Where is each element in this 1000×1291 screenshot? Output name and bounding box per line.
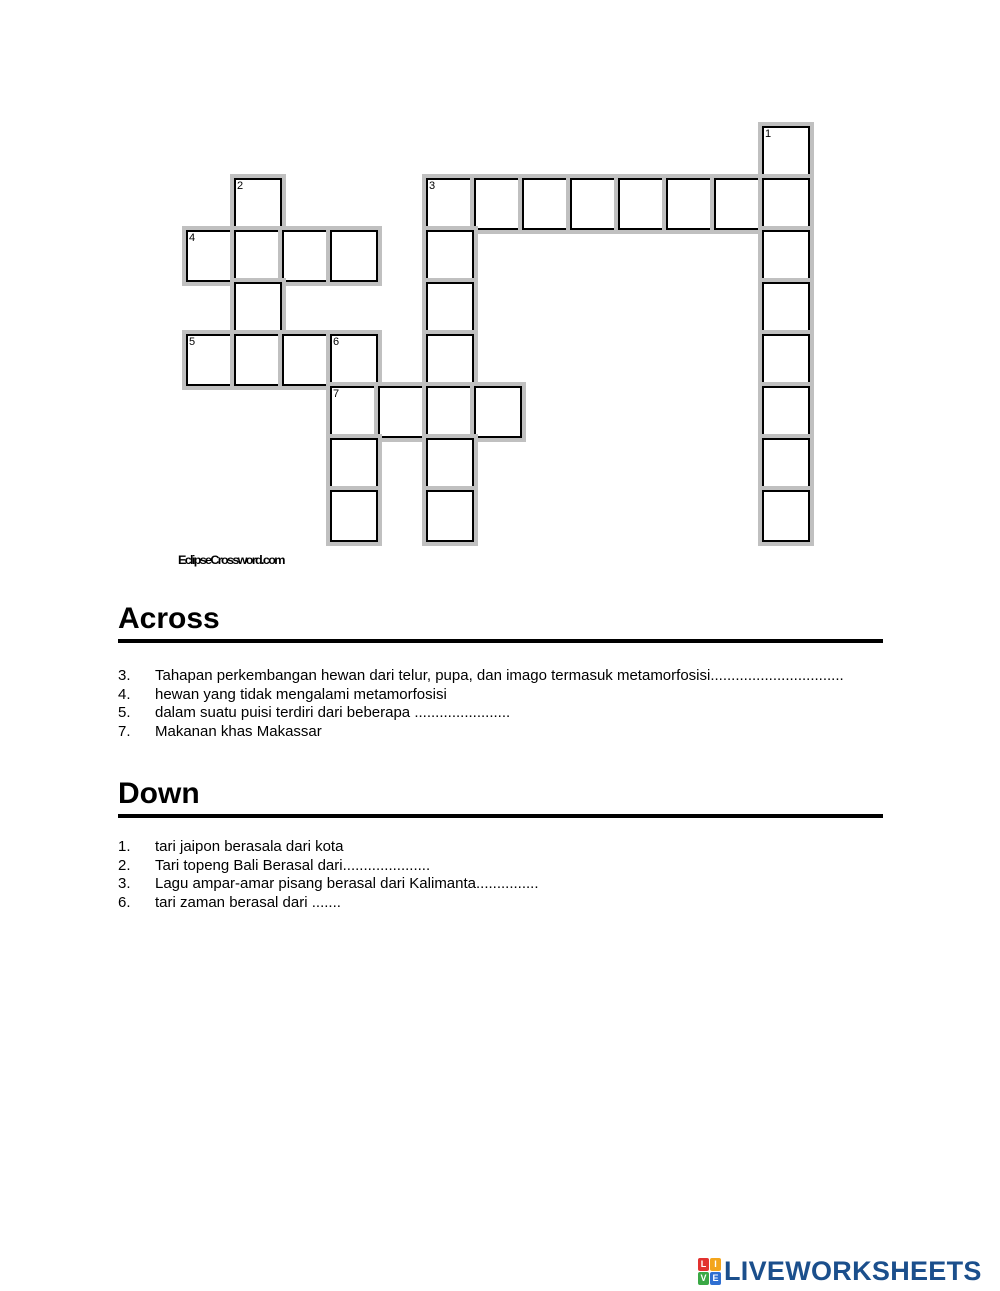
crossword-cell-input[interactable] [236,180,280,228]
clue-number: 3 [429,180,436,192]
brand-name: LIVEWORKSHEETS [724,1256,982,1286]
crossword-cell[interactable] [426,230,474,282]
crossword-cell-input[interactable] [476,388,520,436]
crossword-cell[interactable] [522,178,570,230]
crossword-cell-input[interactable] [188,232,232,280]
down-rule [118,814,883,818]
clue-item-text: Tahapan perkembangan hewan dari telur, pupa, dan imago termasuk metamorfosisi................................ [155,667,844,684]
clue-number: 4 [189,232,196,244]
clue-item-text: hewan yang tidak mengalami metamorfosisi [155,685,447,703]
clue-item-number: 1. [118,838,131,855]
crossword-cell[interactable] [282,230,330,282]
crossword-cell-input[interactable] [332,336,376,384]
crossword-cell[interactable] [426,438,474,490]
crossword-cell-input[interactable] [428,440,472,488]
logo-letter-tile: L [698,1258,709,1271]
clue-item-text: Tari topeng Bali Berasal dari..................... [155,856,431,874]
crossword-cell[interactable] [234,334,282,386]
crossword-cell-input[interactable] [428,284,472,332]
crossword-cell[interactable] [570,178,618,230]
clue-number: 6 [333,336,340,348]
clue-item-number: 3. [118,667,131,684]
crossword-cell[interactable] [762,282,810,334]
crossword-cell-input[interactable] [764,180,808,228]
crossword-cell[interactable] [666,178,714,230]
clue-item-number: 2. [118,856,131,874]
crossword-cell-input[interactable] [764,284,808,332]
clue-item [118,667,880,686]
crossword-cell-input[interactable] [428,232,472,280]
crossword-cell[interactable] [186,334,234,386]
crossword-cell-input[interactable] [332,232,376,280]
clue-item-text: tari jaipon berasala dari kota [155,838,344,855]
crossword-cell[interactable] [234,178,282,230]
crossword-cell-input[interactable] [668,180,712,228]
crossword-cell-input[interactable] [476,180,520,228]
clue-number: 2 [237,180,244,192]
clue-item-text: Makanan khas Makassar [155,722,322,740]
crossword-cell[interactable] [618,178,666,230]
down-heading: Down [118,777,200,810]
crossword-cell[interactable] [762,178,810,230]
clue-item-number: 4. [118,685,131,703]
crossword-cell-input[interactable] [524,180,568,228]
across-heading: Across [118,602,220,635]
logo-letter-tile: E [710,1272,721,1285]
crossword-cell-input[interactable] [764,128,808,176]
clue-number: 1 [765,128,772,140]
clue-item [118,704,880,723]
crossword-cell-input[interactable] [428,336,472,384]
clue-item [118,857,880,876]
clue-item-text: tari zaman berasal dari ....... [155,893,341,911]
crossword-cell[interactable] [426,386,474,438]
crossword-cell[interactable] [762,438,810,490]
crossword-cell[interactable] [234,230,282,282]
crossword-cell-input[interactable] [428,492,472,540]
crossword-cell-input[interactable] [332,492,376,540]
crossword-cell-input[interactable] [188,336,232,384]
logo-letter-tile: V [698,1272,709,1285]
crossword-cell[interactable] [762,490,810,542]
crossword-cell-input[interactable] [428,180,472,228]
crossword-cell-input[interactable] [332,388,376,436]
crossword-cell[interactable] [762,230,810,282]
crossword-cell-input[interactable] [716,180,760,228]
down-clue-list [118,838,880,912]
crossword-cell-input[interactable] [764,388,808,436]
clue-item [118,875,880,894]
crossword-cell-input[interactable] [764,232,808,280]
clue-item [118,838,880,857]
crossword-cell[interactable] [426,334,474,386]
crossword-cell[interactable] [474,386,522,438]
across-clue-list [118,667,880,741]
crossword-cell-input[interactable] [236,284,280,332]
clue-item [118,723,880,742]
clue-item-text: Lagu ampar-amar pisang berasal dari Kalimanta............... [155,875,539,892]
crossword-cell-input[interactable] [236,232,280,280]
clue-item-number: 5. [118,704,131,721]
crossword-cell-input[interactable] [284,232,328,280]
crossword-cell-input[interactable] [620,180,664,228]
crossword-cell[interactable] [378,386,426,438]
crossword-cell-input[interactable] [380,388,424,436]
crossword-cell[interactable] [714,178,762,230]
crossword-cell[interactable] [426,282,474,334]
crossword-cell[interactable] [186,230,234,282]
crossword-credit: EclipseCrossword.com [178,553,284,567]
clue-item [118,686,880,705]
clue-item [118,894,880,913]
crossword-cell[interactable] [426,490,474,542]
crossword-cell-input[interactable] [764,336,808,384]
clue-item-number: 6. [118,893,131,911]
clue-item-number: 7. [118,722,131,740]
crossword-cell[interactable] [474,178,522,230]
crossword-cell[interactable] [330,438,378,490]
crossword-cell[interactable] [330,490,378,542]
crossword-cell[interactable] [282,334,330,386]
liveworksheets-brand [698,1256,982,1287]
crossword-cell[interactable] [330,230,378,282]
crossword-cell-input[interactable] [284,336,328,384]
clue-item-number: 3. [118,875,131,892]
across-rule [118,639,883,643]
crossword-cell[interactable] [330,386,378,438]
crossword-cell[interactable] [762,334,810,386]
liveworksheets-logo-icon [698,1258,722,1286]
crossword-cell-input[interactable] [572,180,616,228]
clue-number: 7 [333,388,340,400]
crossword-cell-input[interactable] [764,492,808,540]
logo-letter-tile: I [710,1258,721,1271]
crossword-cell[interactable] [426,178,474,230]
crossword-cell[interactable] [762,126,810,178]
crossword-cell-input[interactable] [764,440,808,488]
crossword-cell[interactable] [330,334,378,386]
crossword-cell-input[interactable] [236,336,280,384]
crossword-cell[interactable] [762,386,810,438]
crossword-cell-input[interactable] [332,440,376,488]
clue-number: 5 [189,336,196,348]
crossword-cell-input[interactable] [428,388,472,436]
clue-item-text: dalam suatu puisi terdiri dari beberapa ....................... [155,704,511,721]
crossword-cell[interactable] [234,282,282,334]
crossword-grid [0,0,1000,560]
